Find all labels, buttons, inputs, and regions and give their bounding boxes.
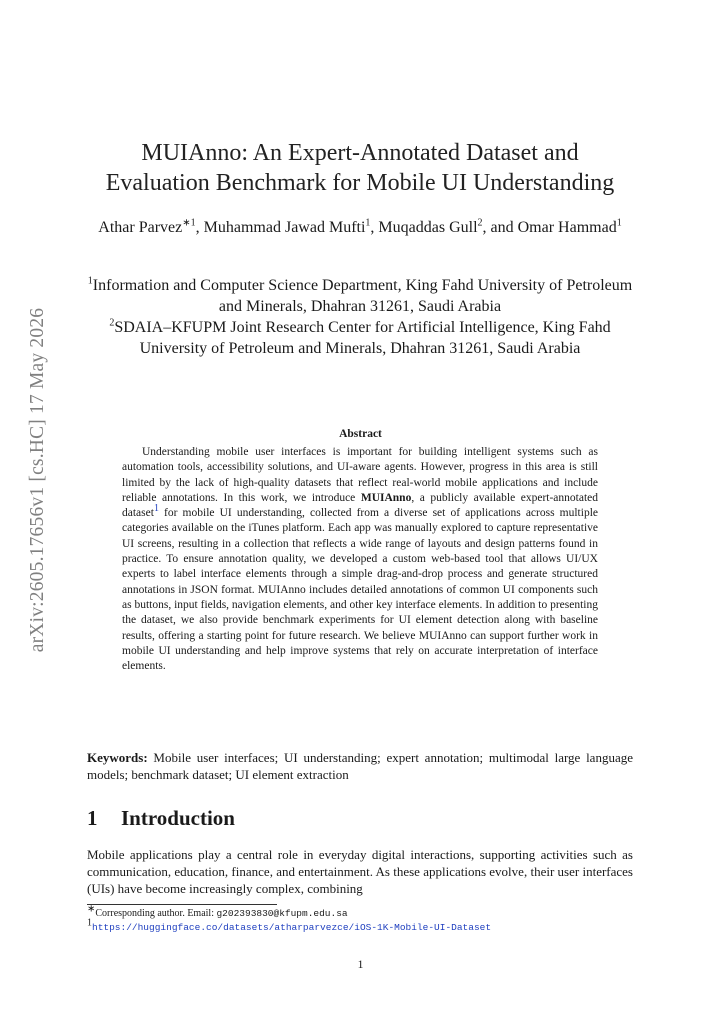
footnote-dataset-url <box>87 917 647 935</box>
author-mark: 1 <box>616 217 622 229</box>
footnote-mark: ∗ <box>87 903 96 915</box>
abstract-text: for mobile UI understanding, collected from a diverse set of applications across multiple categories available on the iTunes platform. Each app was manually explored to capture representative UI screens, resulting in a collection that reflects a wide range of layouts and design patterns found in practice. To ensure annotation quality, we developed a custom web-based tool that allows UI/UX experts to label interface elements through a simple drag-and-drop process and generate structured annotations in JSON format. MUIAnno includes detailed annotations of common UI components such as buttons, input fields, navigation elements, and other key interface elements. In addition to presenting the dataset, we also provide benchmark experiments for UI element detection along with baseline results, offering a starting point for future research. We believe MUIAnno can support further work in mobile UI understanding and help improve systems that rely on accurate interpretation of interface elements. <box>122 507 598 673</box>
author-separator: , <box>370 219 379 236</box>
author-name: Omar Hammad <box>517 219 617 236</box>
author-separator: , and <box>482 219 518 236</box>
footnotes <box>87 903 647 935</box>
intro-paragraph: Mobile applications play a central role in everyday digital interactions, supporting activities such as communication, education, finance, and entertainment. As these applications evolve, their user interfaces (UIs) have become increasingly complex, combining <box>87 847 633 896</box>
affiliation-2 <box>80 317 640 359</box>
author-name: Muhammad Jawad Mufti <box>203 219 366 236</box>
author-name: Athar Parvez <box>98 219 183 236</box>
keywords-label: Keywords: <box>87 750 148 765</box>
author-name: Muqaddas Gull <box>378 219 478 236</box>
abstract-text: , a publicly available expert-annotated dataset <box>122 491 599 520</box>
footnote-mark: 1 <box>87 917 92 929</box>
arxiv-identifier: arXiv:2605.17656v1 [cs.HC] 17 May 2026 <box>27 307 48 653</box>
section-title: Introduction <box>121 806 235 830</box>
affiliation-mark: 1 <box>87 275 93 287</box>
author-mark: 1 <box>365 217 371 229</box>
author-mark: ∗1 <box>182 217 196 229</box>
author-list <box>80 217 640 238</box>
author-separator: , <box>195 219 204 236</box>
footnote-reference-link[interactable]: 1 <box>153 503 159 515</box>
keywords <box>87 749 633 783</box>
footnote-text: Corresponding author. Email: <box>95 908 217 919</box>
email-address: g202393830@kfupm.edu.sa <box>216 908 348 919</box>
abstract-body <box>122 445 598 674</box>
section-number: 1 <box>87 806 98 830</box>
keywords-text: Mobile user interfaces; UI understanding; expert annotation; multimodal large language models; benchmark dataset; UI element extraction <box>87 750 633 782</box>
footnote-corresponding-author <box>87 903 647 921</box>
title-line-2: Evaluation Benchmark for Mobile UI Understanding <box>105 170 615 196</box>
section-heading-introduction <box>87 806 235 831</box>
paper-title <box>60 138 660 198</box>
affiliation-1 <box>80 275 640 317</box>
abstract-heading: Abstract <box>339 428 382 440</box>
affiliation-list <box>80 275 640 359</box>
page-number: 1 <box>357 957 364 971</box>
footnote-divider <box>87 904 277 905</box>
abstract-text: Understanding mobile user interfaces is important for building intelligent systems such as automation tools, accessibility solutions, and UI-aware agents. However, progress in this area is still limited by the lack of high-quality datasets that reflect real-world mobile applications and include reliable annotations. In this work, we introduce <box>122 446 598 504</box>
title-line-1: MUIAnno: An Expert-Annotated Dataset and <box>141 140 579 166</box>
dataset-url-link[interactable]: https://huggingface.co/datasets/atharparvezce/iOS-1K-Mobile-UI-Dataset <box>92 922 492 933</box>
affiliation-text: Information and Computer Science Department, King Fahd University of Petroleum and Minerals, Dhahran 31261, Saudi Arabia <box>92 277 633 315</box>
affiliation-mark: 2 <box>109 317 115 329</box>
dataset-name: MUIAnno <box>360 491 412 504</box>
author-mark: 2 <box>477 217 483 229</box>
affiliation-text: SDAIA–KFUPM Joint Research Center for Artificial Intelligence, King Fahd University of Petroleum and Minerals, Dhahran 31261, Saudi Arabia <box>114 319 611 357</box>
